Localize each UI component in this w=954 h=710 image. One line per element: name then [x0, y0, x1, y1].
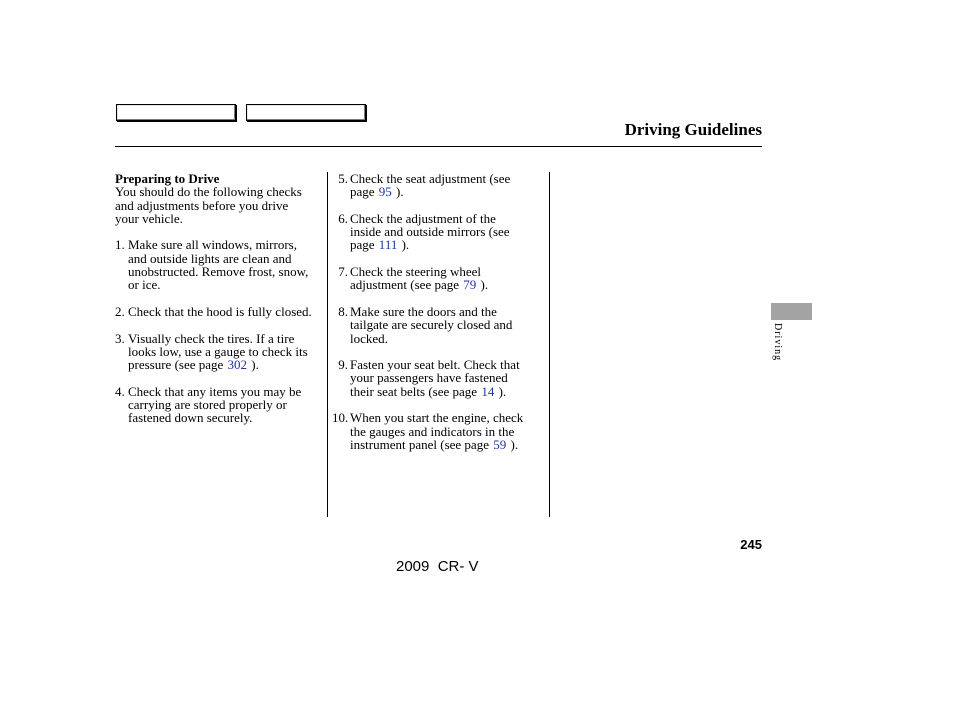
item-number: 1.	[115, 237, 125, 253]
page-link[interactable]: 111	[378, 237, 398, 253]
page-link[interactable]: 302	[227, 357, 248, 373]
item-number: 6.	[338, 210, 348, 226]
item-line: Fasten your seat belt. Check that	[350, 357, 520, 373]
item-text	[350, 265, 547, 292]
checklist-item	[115, 385, 325, 425]
item-number: 7.	[338, 264, 348, 280]
section-tab-marker	[771, 303, 812, 320]
item-number: 5.	[338, 171, 348, 186]
item-text	[128, 385, 325, 425]
header-rule	[115, 146, 762, 147]
page-link[interactable]: 79	[463, 277, 477, 293]
section-tab[interactable]	[771, 303, 812, 365]
item-line-text: adjustment (see page	[350, 277, 463, 293]
checklist-item	[332, 411, 547, 451]
item-line	[128, 358, 325, 371]
item-line: When you start the engine, check	[350, 410, 524, 426]
item-line: tailgate are securely closed and	[350, 317, 513, 333]
left-column	[115, 172, 325, 438]
item-number: 8.	[338, 303, 348, 319]
item-text	[350, 358, 547, 398]
item-text	[350, 172, 547, 199]
item-number: 9.	[338, 357, 348, 373]
item-line-text: page	[350, 184, 378, 200]
intro-line: and adjustments before you drive	[115, 197, 289, 213]
intro-line: You should do the following checks	[115, 184, 302, 200]
item-line	[350, 438, 547, 451]
item-line-text: their seat belts (see page	[350, 383, 481, 399]
item-line	[350, 238, 547, 251]
item-line	[350, 385, 547, 398]
item-line: the gauges and indicators in the	[350, 423, 515, 439]
item-text	[128, 238, 325, 291]
page-link[interactable]: 95	[378, 184, 392, 200]
item-line: Check that any items you may be	[128, 383, 302, 399]
item-line: Make sure all windows, mirrors,	[128, 237, 297, 253]
item-line: unobstructed. Remove frost, snow,	[128, 264, 309, 280]
item-line: and outside lights are clean and	[128, 250, 292, 266]
item-line: looks low, use a gauge to check its	[128, 343, 308, 359]
section-heading: Preparing to Drive	[115, 171, 220, 186]
item-line: Visually check the tires. If a tire	[128, 330, 295, 346]
item-line-text: ).	[477, 277, 489, 293]
page-link[interactable]: 14	[481, 383, 495, 399]
item-line-text: ).	[507, 436, 519, 452]
item-line-text: pressure (see page	[128, 357, 227, 373]
page-number: 245	[740, 537, 762, 552]
navigation-button[interactable]	[246, 104, 366, 121]
item-line: Check that the hood is fully closed.	[128, 303, 312, 319]
item-line-text: page	[350, 237, 378, 253]
item-number: 10.	[332, 410, 349, 426]
item-line	[350, 185, 547, 198]
checklist-item	[332, 172, 547, 199]
item-line-text: ).	[495, 383, 507, 399]
item-text	[350, 411, 547, 451]
item-line: inside and outside mirrors (see	[350, 224, 510, 240]
item-number: 3.	[115, 330, 125, 346]
checklist-item	[332, 358, 547, 398]
item-line-text: ).	[398, 237, 410, 253]
column-divider	[549, 172, 550, 517]
checklist-item	[332, 212, 547, 252]
item-line-text: ).	[392, 184, 404, 200]
checklist-item	[332, 305, 547, 345]
item-text	[128, 332, 325, 372]
item-line: carrying are stored properly or	[128, 397, 287, 413]
checklist-item	[115, 332, 325, 372]
item-line-text: ).	[248, 357, 259, 373]
item-text	[350, 305, 547, 345]
item-text	[350, 212, 547, 252]
item-line: fastened down securely.	[128, 410, 253, 426]
vehicle-model: 2009 CR- V	[396, 558, 479, 575]
section-tab-label: Driving	[772, 323, 783, 362]
intro-paragraph	[115, 185, 325, 225]
item-line: Check the seat adjustment (see	[350, 171, 511, 186]
checklist-item	[115, 305, 325, 318]
item-line: Make sure the doors and the	[350, 303, 497, 319]
item-line: locked.	[350, 330, 388, 346]
item-number: 4.	[115, 383, 125, 399]
item-line-text: instrument panel (see page	[350, 436, 493, 452]
item-text	[128, 305, 325, 318]
item-line: or ice.	[128, 277, 161, 293]
checklist-item	[115, 238, 325, 291]
navigation-button[interactable]	[116, 104, 236, 121]
item-line: your passengers have fastened	[350, 370, 508, 386]
intro-line: your vehicle.	[115, 210, 183, 226]
column-divider	[327, 172, 328, 517]
item-number: 2.	[115, 303, 125, 319]
checklist-item	[332, 265, 547, 292]
item-line: Check the adjustment of the	[350, 210, 496, 226]
middle-column	[332, 172, 547, 465]
item-line	[350, 278, 547, 291]
page-title: Driving Guidelines	[624, 120, 762, 139]
page-link[interactable]: 59	[493, 436, 507, 452]
item-line: Check the steering wheel	[350, 264, 482, 280]
